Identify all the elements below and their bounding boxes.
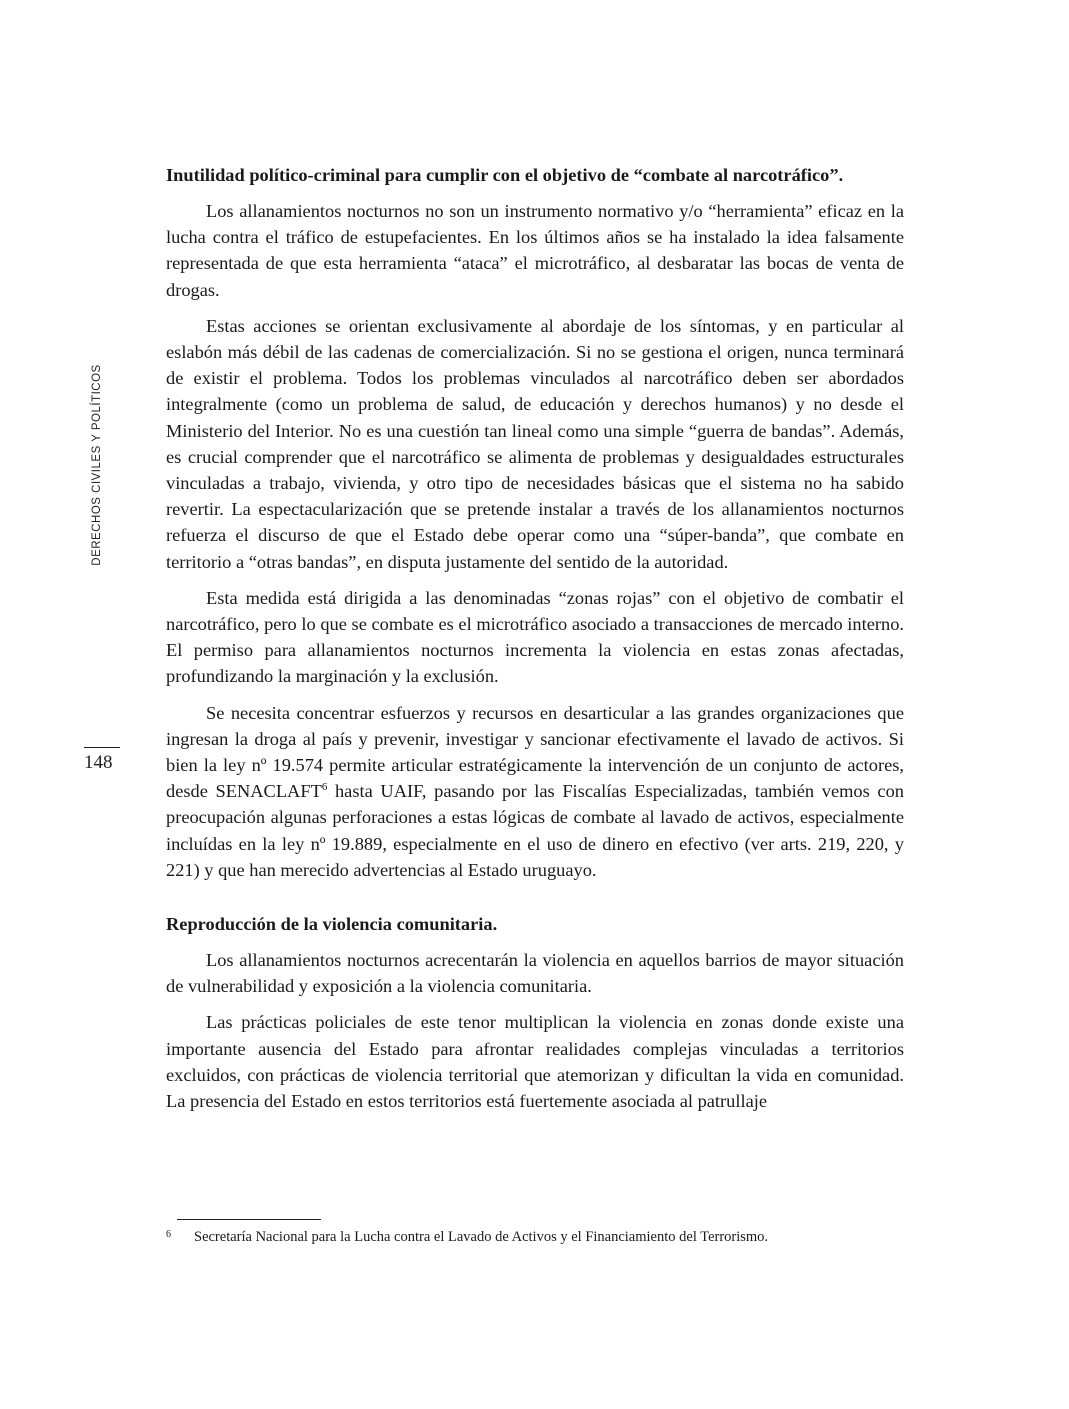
paragraph-4-part-b: hasta UAIF, pasando por las Fiscalías Especializadas, también vemos con preocupación algunas perforaciones a estas lógicas de combate al lavado de activos, especialmente incluídas en la ley nº 19.889, especialmente en el uso de dinero en efectivo (ver arts. 219, 220, y 221) y que han merecido advertencias al Estado uruguayo.: [166, 781, 904, 880]
paragraph-3: Esta medida está dirigida a las denominadas “zonas rojas” con el objetivo de combatir el narcotráfico, pero lo que se combate es el microtráfico asociado a transacciones de mercado interno. El permiso para allanamientos nocturnos incrementa la violencia en estas zonas afectadas, profundizando la marginación y la exclusión.: [166, 587, 904, 687]
page-number-rule: [84, 747, 120, 748]
body-text: [166, 162, 904, 1124]
paragraph-4-part-a: Se necesita concentrar esfuerzos y recursos en desarticular a las grandes organizaciones que ingresan la droga al país y prevenir, investigar y sancionar efectivamente el lavado de activos. Si bien la ley nº 19.574 permite articular estratégicamente la intervención de un conjunto de actores, desde SENACLAFT: [166, 702, 904, 802]
paragraph-2: Estas acciones se orientan exclusivamente al abordaje de los síntomas, y en particular al eslabón más débil de las cadenas de comercialización. Si no se gestiona el origen, nunca terminará de existir el problema. Todos los problemas vinculados al narcotráfico deben ser abordados integralmente (como un problema de salud, de educación y derechos humanos) y no desde el Ministerio del Interior. No es una cuestión tan lineal como una simple “guerra de bandas”. Además, es crucial comprender que el narcotráfico se alimenta de problemas y desigualdades estructurales vinculadas a trabajo, vivienda, y otro tipo de necesidades básicas que el sistema no ha sabido revertir. La espectacularización que se pretende instalar a través de los allanamientos nocturnos refuerza el discurso de que el Estado debe operar como una “súper-banda”, que combate en territorio a “otras bandas”, en disputa justamente del sentido de la autoridad.: [166, 315, 904, 572]
footnote-number: 6: [166, 1229, 171, 1240]
footnote-rule: [177, 1219, 321, 1220]
paragraph-4: [166, 700, 904, 883]
page-number: 148: [84, 752, 113, 773]
paragraph-1: Los allanamientos nocturnos no son un instrumento normativo y/o “herramienta” eficaz en la lucha contra el tráfico de estupefacientes. En los últimos años se ha instalado la idea falsamente representada de que esta herramienta “ataca” el microtráfico, al desbaratar las bocas de venta de drogas.: [166, 201, 904, 300]
footnote-reference[interactable]: 6: [321, 781, 328, 794]
paragraph-5: Los allanamientos nocturnos acrecentarán la violencia en aquellos barrios de mayor situación de vulnerabilidad y exposición a la violencia comunitaria.: [166, 950, 904, 997]
section-heading-2: Reproducción de la violencia comunitaria.: [166, 914, 498, 935]
paragraph-6: Las prácticas policiales de este tenor multiplican la violencia en zonas donde existe una importante ausencia del Estado para afrontar realidades complejas vinculadas a territorios excluidos, con prácticas de violencia territorial que atemorizan y dificultan la vida en comunidad. La presencia del Estado en estos territorios está fuertemente asociada al patrullaje: [166, 1012, 904, 1112]
footnote-text: Secretaría Nacional para la Lucha contra el Lavado de Activos y el Financiamiento del Terrorismo.: [194, 1229, 769, 1245]
section-heading-1: Inutilidad político-criminal para cumplir con el objetivo de “combate al narcotráfico”.: [166, 165, 844, 185]
running-section-label: DERECHOS CIVILES Y POLÍTICOS: [91, 364, 103, 566]
